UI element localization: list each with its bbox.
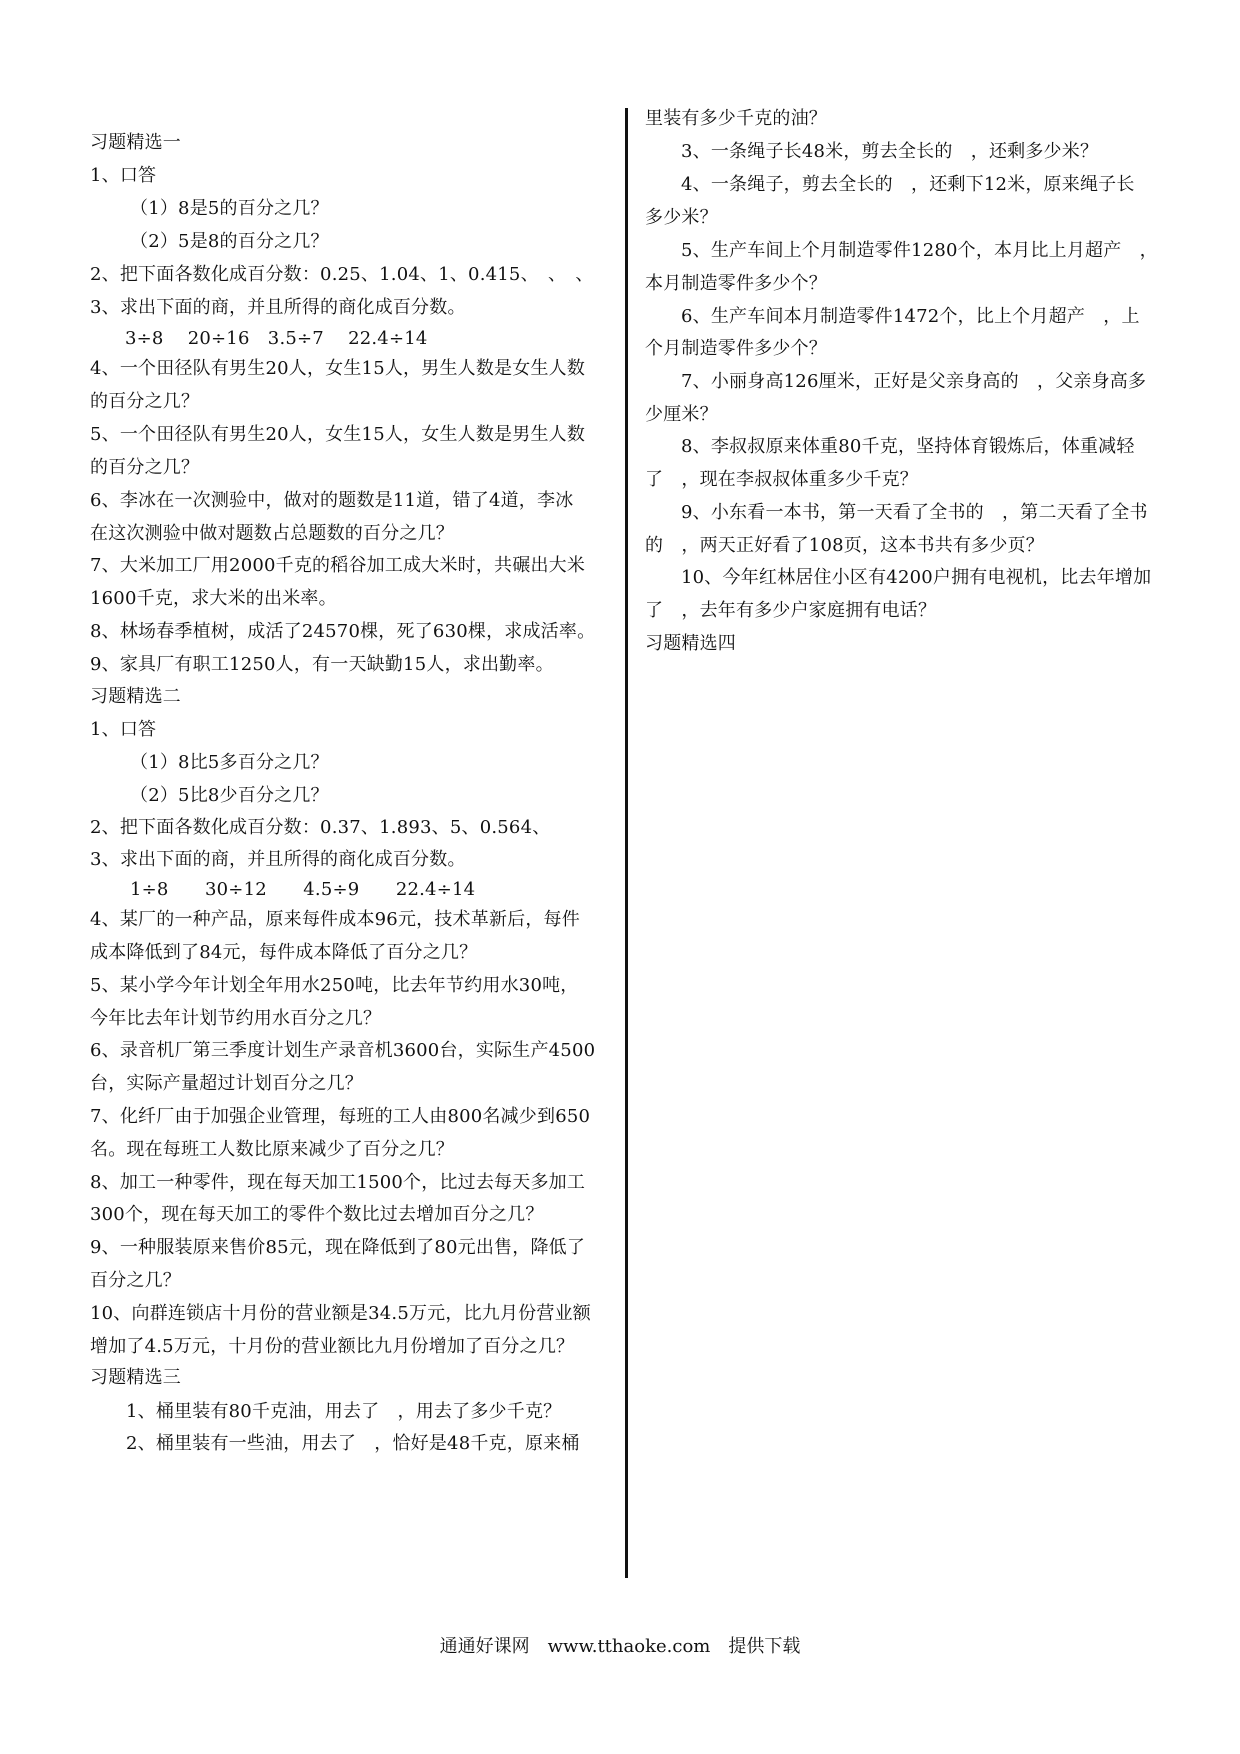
question-line: 的百分之几？ xyxy=(90,457,200,478)
question-line: 7、化纤厂由于加强企业管理，每班的工人由800名减少到650 xyxy=(90,1106,591,1127)
question-line: 1、口答 xyxy=(90,165,157,186)
sub-question-line: （1）8比5多百分之几？ xyxy=(130,752,329,773)
question-line: 6、录音机厂第三季度计划生产录音机3600台，实际生产4500 xyxy=(90,1040,596,1061)
column-divider xyxy=(625,108,628,1578)
section-heading: 习题精选四 xyxy=(645,633,736,654)
question-line: 台，实际产量超过计划百分之几？ xyxy=(90,1073,363,1094)
sub-question-line: （2）5比8少百分之几？ xyxy=(130,785,329,806)
question-line: 6、李冰在一次测验中，做对的题数是11道，错了4道，李冰 xyxy=(90,490,574,511)
question-line: 4、一条绳子，剪去全长的 ，还剩下12米，原来绳子长 xyxy=(681,174,1135,195)
question-line: 少厘米？ xyxy=(645,404,718,425)
question-line: 5、一个田径队有男生20人，女生15人，女生人数是男生人数 xyxy=(90,424,586,445)
question-line: 7、小丽身高126厘米，正好是父亲身高的 ，父亲身高多 xyxy=(681,371,1147,392)
question-line: 百分之几？ xyxy=(90,1270,181,1291)
question-line: 2、桶里装有一些油，用去了 ，恰好是48千克，原来桶 xyxy=(126,1433,580,1454)
question-line: 8、林场春季植树，成活了24570棵，死了630棵，求成活率。 xyxy=(90,621,596,642)
question-line: 多少米？ xyxy=(645,207,718,228)
question-line: 1、桶里装有80千克油，用去了 ，用去了多少千克？ xyxy=(126,1401,562,1422)
question-line: 3、求出下面的商，并且所得的商化成百分数。 xyxy=(90,849,466,870)
question-line: 9、家具厂有职工1250人，有一天缺勤15人，求出勤率。 xyxy=(90,654,554,675)
question-line: 的百分之几？ xyxy=(90,391,200,412)
question-line: 今年比去年计划节约用水百分之几？ xyxy=(90,1008,382,1029)
section-heading: 习题精选一 xyxy=(90,132,181,153)
question-line: 了 ，去年有多少户家庭拥有电话？ xyxy=(645,600,937,621)
question-line: 增加了4.5万元，十月份的营业额比九月份增加了百分之几？ xyxy=(90,1336,575,1357)
question-line: 在这次测验中做对题数占总题数的百分之几？ xyxy=(90,523,454,544)
section-heading: 习题精选三 xyxy=(90,1367,181,1388)
question-line: 10、向群连锁店十月份的营业额是34.5万元，比九月份营业额 xyxy=(90,1303,591,1324)
question-line: 1、口答 xyxy=(90,719,157,740)
question-line: 本月制造零件多少个？ xyxy=(645,273,827,294)
question-line: 名。现在每班工人数比原来减少了百分之几？ xyxy=(90,1139,454,1160)
question-line: 4、一个田径队有男生20人，女生15人，男生人数是女生人数 xyxy=(90,358,586,379)
question-line: 2、把下面各数化成百分数：0.25、1.04、1、0.415、 、 、 xyxy=(90,264,594,285)
expression-line: 1÷8 30÷12 4.5÷9 22.4÷14 xyxy=(130,879,476,900)
question-line: 成本降低到了84元，每件成本降低了百分之几？ xyxy=(90,942,478,963)
question-line: 5、某小学今年计划全年用水250吨，比去年节约用水30吨， xyxy=(90,975,579,996)
question-line: 4、某厂的一种产品，原来每件成本96元，技术革新后，每件 xyxy=(90,909,580,930)
question-line: 3、求出下面的商，并且所得的商化成百分数。 xyxy=(90,297,466,318)
sub-question-line: （2）5是8的百分之几？ xyxy=(130,231,329,252)
question-line: 3、一条绳子长48米，剪去全长的 ，还剩多少米？ xyxy=(681,141,1099,162)
question-line: 10、今年红林居住小区有4200户拥有电视机，比去年增加 xyxy=(681,567,1152,588)
section-heading: 习题精选二 xyxy=(90,686,181,707)
question-line: 5、生产车间上个月制造零件1280个，本月比上月超产 ， xyxy=(681,240,1158,261)
question-line: 9、小东看一本书，第一天看了全书的 ，第二天看了全书 xyxy=(681,502,1148,523)
question-line: 2、把下面各数化成百分数：0.37、1.893、5、0.564、 xyxy=(90,817,551,838)
expression-line: 3÷8 20÷16 3.5÷7 22.4÷14 xyxy=(125,328,428,349)
question-line: 8、加工一种零件，现在每天加工1500个，比过去每天多加工 xyxy=(90,1172,586,1193)
question-line: 300个，现在每天加工的零件个数比过去增加百分之几？ xyxy=(90,1204,544,1225)
footer-credit: 通通好课网 www.tthaoke.com 提供下载 xyxy=(439,1636,801,1657)
question-line: 的 ，两天正好看了108页，这本书共有多少页？ xyxy=(645,535,1044,556)
question-line: 1600千克，求大米的出米率。 xyxy=(90,588,337,609)
sub-question-line: （1）8是5的百分之几？ xyxy=(130,198,329,219)
question-line: 8、李叔叔原来体重80千克，坚持体育锻炼后，体重减轻 xyxy=(681,436,1135,457)
question-line: 6、生产车间本月制造零件1472个，比上个月超产 ，上 xyxy=(681,306,1140,327)
question-line: 7、大米加工厂用2000千克的稻谷加工成大米时，共碾出大米 xyxy=(90,555,586,576)
question-line: 9、一种服装原来售价85元，现在降低到了80元出售，降低了 xyxy=(90,1237,586,1258)
question-line: 里装有多少千克的油？ xyxy=(645,108,827,129)
question-line: 了 ，现在李叔叔体重多少千克？ xyxy=(645,469,918,490)
question-line: 个月制造零件多少个？ xyxy=(645,338,827,359)
